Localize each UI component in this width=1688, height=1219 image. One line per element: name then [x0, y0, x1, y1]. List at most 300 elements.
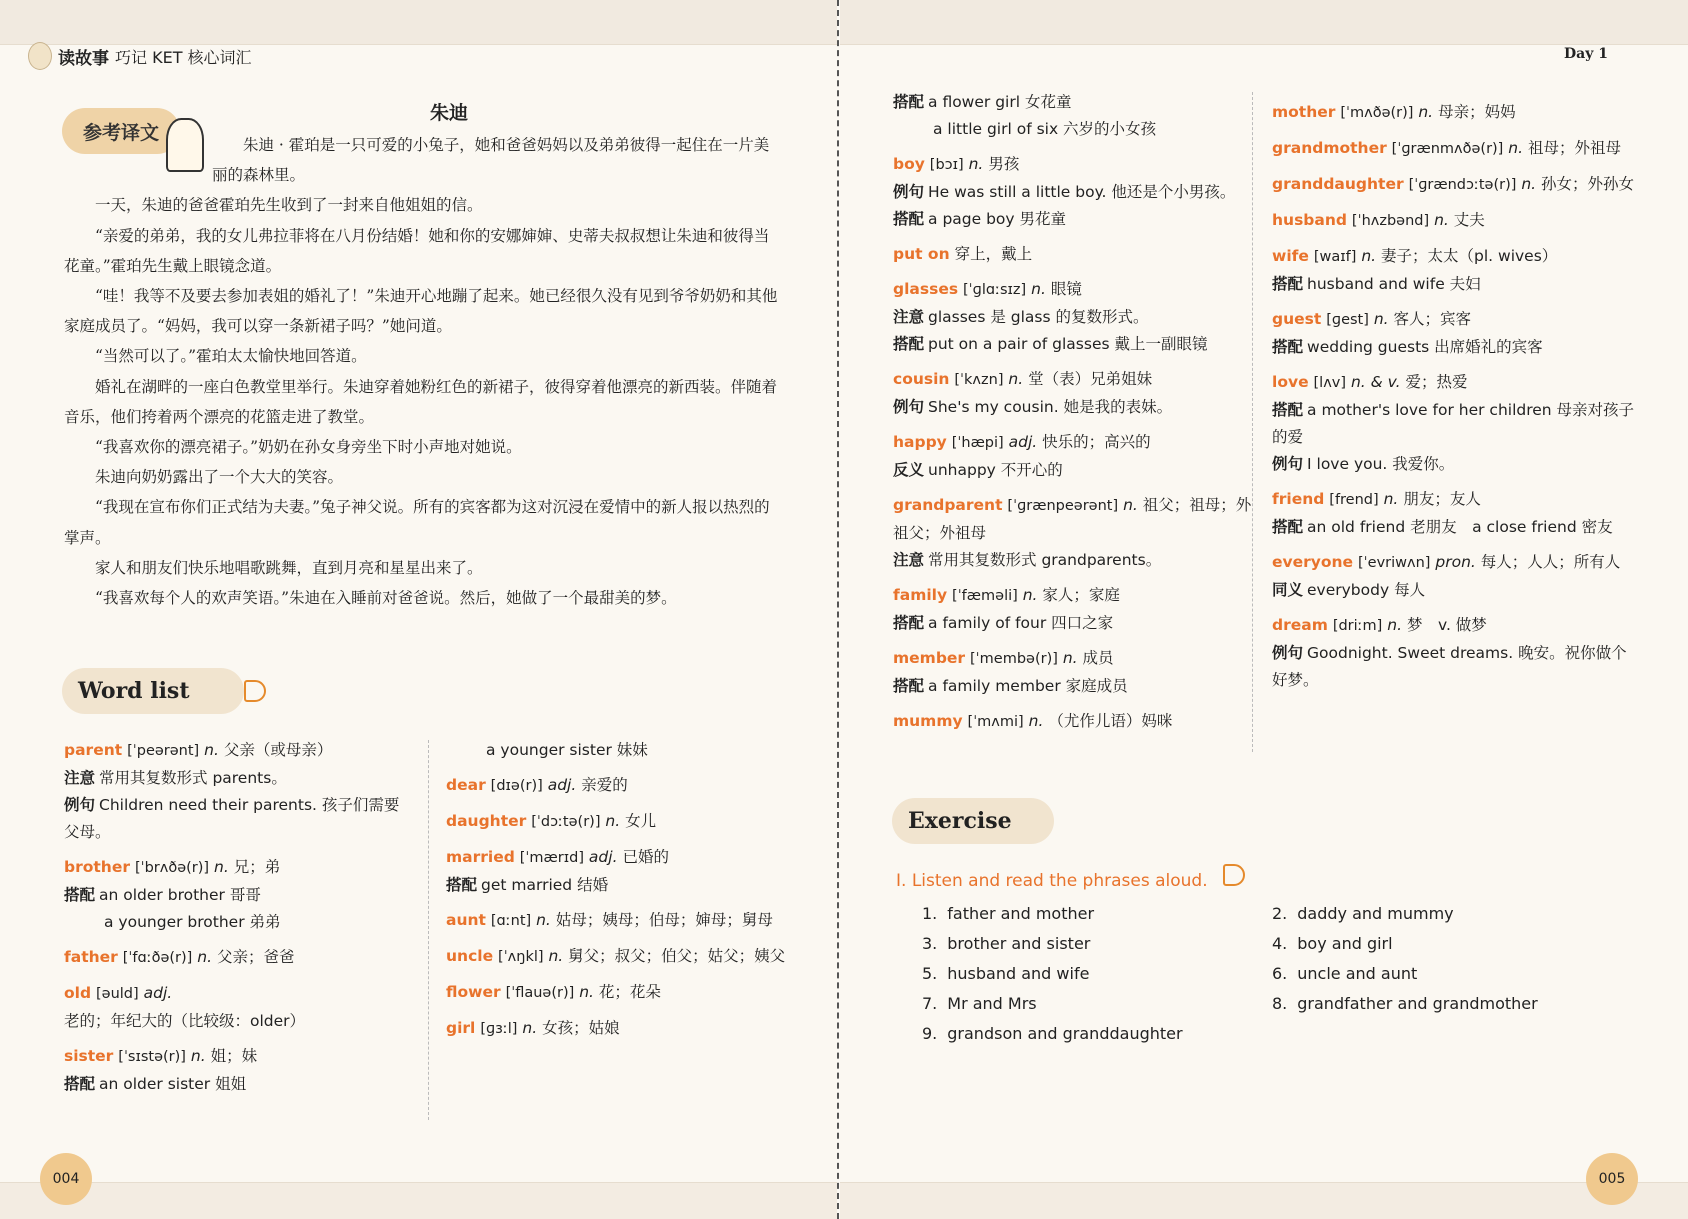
running-header [28, 42, 252, 70]
column-divider [428, 740, 429, 1120]
story-paragraph: 朱迪向奶奶露出了一个大大的笑容。 [95, 468, 344, 487]
word-headline [893, 429, 1253, 457]
exercise-phrase: uncle and aunt [1297, 964, 1418, 983]
headword: father [64, 948, 118, 966]
word-headline [1272, 207, 1642, 235]
note-tag: 例句 [893, 183, 925, 201]
part-of-speech: n. [1062, 649, 1078, 667]
story-paragraph: “当然可以了。”霍珀太太愉快地回答道。 [95, 347, 367, 366]
phonetic: [əuld] [96, 986, 139, 1002]
definition: 兄；弟 [233, 858, 281, 876]
page-number-right: 005 [1586, 1153, 1638, 1205]
note-text: glasses 是 glass 的复数形式。 [928, 308, 1149, 326]
word-headline [893, 645, 1253, 673]
phonetic: [ɡɜːl] [480, 1021, 518, 1037]
word-note [893, 304, 1253, 331]
word-entry [893, 582, 1253, 637]
word-note [446, 737, 796, 764]
definition: （尤作儿语）妈咪 [1048, 712, 1173, 730]
word-note [893, 331, 1253, 358]
word-headline [64, 980, 414, 1035]
note-text: I love you. 我爱你。 [1307, 455, 1455, 473]
audio-speaker-icon[interactable] [244, 680, 266, 702]
exercise-phrase: Mr and Mrs [947, 994, 1037, 1013]
part-of-speech: n. [968, 155, 984, 173]
definition: 女儿 [625, 812, 657, 830]
exercise-item [922, 899, 1183, 929]
note-text: a mother's love for her children 母亲对孩子的爱 [1272, 401, 1635, 446]
definition: 姑母；姨母；伯母；婶母；舅母 [555, 911, 773, 929]
definition: 祖母；外祖母 [1527, 139, 1621, 157]
part-of-speech: n. [1022, 586, 1038, 604]
part-of-speech: n. [197, 948, 213, 966]
definition: 眼镜 [1050, 280, 1082, 298]
word-column-1 [64, 737, 414, 1106]
part-of-speech: n. [536, 911, 551, 929]
exercise-instruction [896, 864, 1245, 891]
exercise-item [1272, 899, 1538, 929]
word-note [64, 792, 414, 846]
part-of-speech: n. [1387, 616, 1403, 634]
note-tag: 注意 [893, 308, 925, 326]
exercise-number: 7. [922, 994, 938, 1013]
note-text: a younger brother 弟弟 [104, 913, 281, 931]
exercise-phrase: father and mother [947, 904, 1095, 923]
word-note [1272, 640, 1642, 694]
note-text: She's my cousin. 她是我的表妹。 [928, 398, 1173, 416]
exercise-item [922, 989, 1183, 1019]
phonetic: [ˈflauə(r)] [505, 985, 575, 1001]
definition: 穿上，戴上 [954, 245, 1033, 263]
word-note [893, 610, 1253, 637]
exercise-phrase: grandson and granddaughter [947, 1024, 1183, 1043]
phonetic: [ˈbrʌðə(r)] [134, 860, 210, 876]
note-text: an older sister 姐姐 [99, 1075, 247, 1093]
headword: glasses [893, 280, 959, 298]
definition: 已婚的 [622, 848, 669, 866]
phonetic: [lʌv] [1313, 375, 1347, 391]
definition: 客人；宾客 [1393, 310, 1472, 328]
word-entry [1272, 243, 1642, 298]
definition: 花；花朵 [598, 983, 661, 1001]
word-note [64, 909, 414, 936]
word-note [893, 547, 1253, 574]
exercise-badge [892, 798, 1054, 844]
exercise-list-right [1272, 899, 1538, 1019]
word-entry [446, 907, 796, 935]
word-entry [446, 737, 796, 764]
story-paragraph: 一天，朱迪的爸爸霍珀先生收到了一封来自他姐姐的信。 [95, 196, 483, 215]
word-entry [1272, 369, 1642, 478]
word-note [64, 882, 414, 909]
note-tag: 反义 [893, 461, 925, 479]
word-headline [1272, 306, 1642, 334]
word-entry [1272, 549, 1642, 604]
word-note [1272, 577, 1642, 604]
note-tag: 搭配 [1272, 518, 1304, 536]
part-of-speech: adj. [1008, 433, 1038, 451]
word-headline [64, 944, 414, 972]
word-headline [64, 854, 414, 882]
word-entry [64, 1043, 414, 1098]
word-entry [893, 151, 1253, 233]
headword: husband [1272, 211, 1347, 229]
note-text: a younger sister 妹妹 [486, 741, 648, 759]
word-entry [1272, 99, 1642, 127]
headword: guest [1272, 310, 1322, 328]
note-text: get married 结婚 [481, 876, 609, 894]
story-paragraph: 婚礼在湖畔的一座白色教堂里举行。朱迪穿着她粉红色的新裙子，彼得穿着他漂亮的新西装。伴随着音乐，他们挎着两个漂亮的花篮走进了教堂。 [64, 377, 778, 426]
word-note [1272, 451, 1642, 478]
note-tag: 搭配 [446, 876, 478, 894]
word-headline [893, 241, 1253, 268]
part-of-speech: n. [579, 983, 594, 1001]
note-text: everybody 每人 [1307, 581, 1426, 599]
definition: 老的；年纪大的（比较级：older） [64, 1012, 306, 1030]
definition: 家人；家庭 [1042, 586, 1120, 604]
word-headline [446, 979, 796, 1007]
word-headline [446, 943, 796, 971]
story-paragraph: “我现在宣布你们正式结为夫妻。”兔子神父说。所有的宾客都为这对沉浸在爱情中的新人报以热烈的掌声。 [64, 498, 770, 547]
definition: 父亲；爸爸 [216, 948, 295, 966]
phonetic: [waɪf] [1313, 249, 1357, 265]
word-column-2 [446, 737, 796, 1051]
word-headline [1272, 243, 1642, 271]
phonetic: [ˈmembə(r)] [970, 651, 1058, 667]
headword: boy [893, 155, 925, 173]
word-headline [1272, 369, 1642, 397]
part-of-speech: n. [1373, 310, 1389, 328]
word-entry [893, 492, 1253, 574]
word-entry [446, 979, 796, 1007]
definition: 朋友；友人 [1403, 490, 1481, 508]
part-of-speech: n. [1383, 490, 1399, 508]
word-column-4 [1272, 99, 1642, 702]
column-divider-right [1252, 92, 1253, 752]
note-tag: 例句 [1272, 455, 1304, 473]
phonetic: [ˈdɔːtə(r)] [531, 814, 601, 830]
headword: love [1272, 373, 1309, 391]
exercise-number: 8. [1272, 994, 1288, 1013]
phonetic: [frend] [1329, 492, 1379, 508]
phonetic: [ˈmærɪd] [519, 850, 584, 866]
part-of-speech: n. [1434, 211, 1449, 229]
phonetic: [bɔɪ] [929, 157, 964, 173]
word-note [893, 179, 1253, 206]
part-of-speech: adj. [588, 848, 618, 866]
word-entry [1272, 486, 1642, 541]
top-decoration-right [840, 0, 1688, 45]
word-note [64, 765, 414, 792]
exercise-number: 2. [1272, 904, 1288, 923]
phonetic: [ˈhʌzbənd] [1351, 213, 1430, 229]
word-entry [64, 980, 414, 1035]
definition: 快乐的；高兴的 [1042, 433, 1151, 451]
exercise-item [1272, 929, 1538, 959]
exercise-item [922, 929, 1183, 959]
note-text: 常用其复数形式 parents。 [99, 769, 287, 787]
story-paragraph: “亲爱的弟弟，我的女儿弗拉菲将在八月份结婚！她和你的安娜婶婶、史蒂夫叔叔想让朱迪和彼得当花童。”霍珀先生戴上眼镜念道。 [64, 226, 770, 275]
headword: mother [1272, 103, 1336, 121]
note-text: an old friend 老朋友 a close friend 密友 [1307, 518, 1613, 536]
note-tag: 搭配 [893, 210, 925, 228]
word-entry [446, 844, 796, 899]
headword: dream [1272, 616, 1328, 634]
exercise-audio-icon[interactable] [1223, 864, 1245, 886]
word-headline [64, 737, 414, 765]
exercise-instruction-text: Ⅰ. Listen and read the phrases aloud. [896, 871, 1208, 891]
note-tag: 搭配 [64, 1075, 96, 1093]
part-of-speech: n. [1418, 103, 1434, 121]
word-headline [1272, 171, 1642, 199]
book-spine [837, 0, 839, 1219]
story-title: 朱迪 [430, 102, 469, 124]
part-of-speech: n. [204, 741, 219, 759]
word-entry [1272, 171, 1642, 199]
note-text: He was still a little boy. 他还是个小男孩。 [928, 183, 1236, 201]
part-of-speech: n. [548, 947, 564, 965]
word-entry [1272, 306, 1642, 361]
phonetic: [ˈʌŋkl] [498, 949, 544, 965]
headword: cousin [893, 370, 950, 388]
phonetic: [ˈmʌmi] [967, 714, 1024, 730]
exercise-number: 6. [1272, 964, 1288, 983]
headword: family [893, 586, 948, 604]
word-entry [893, 708, 1253, 736]
definition: 梦 v. 做梦 [1406, 616, 1487, 634]
note-tag: 例句 [893, 398, 925, 416]
word-entry [64, 737, 414, 846]
balloon-icon [28, 42, 52, 70]
story-paragraph: 朱迪 · 霍珀是一只可爱的小兔子，她和爸爸妈妈以及弟弟彼得一起住在一片美丽的森林里。 [212, 136, 770, 185]
headword: girl [446, 1019, 476, 1037]
word-note [893, 394, 1253, 421]
phonetic: [ˈsɪstə(r)] [118, 1049, 186, 1065]
word-note [893, 206, 1253, 233]
note-text: a family of four 四口之家 [928, 614, 1114, 632]
word-headline [446, 772, 796, 800]
phonetic: [ˈɡrænpeərənt] [1007, 498, 1119, 514]
headword: daughter [446, 812, 527, 830]
definition: 母亲；妈妈 [1438, 103, 1516, 121]
word-note [1272, 397, 1642, 451]
headword: sister [64, 1047, 114, 1065]
definition: 姐；妹 [210, 1047, 258, 1065]
word-entry [446, 1015, 796, 1043]
word-list-title: Word list [78, 678, 190, 704]
phonetic: [ˈɡlɑːsɪz] [963, 282, 1027, 298]
word-headline [893, 492, 1253, 547]
note-tag: 注意 [893, 551, 925, 569]
story-paragraph: “我喜欢你的漂亮裙子。”奶奶在孙女身旁坐下时小声地对她说。 [95, 438, 522, 457]
word-entry [893, 645, 1253, 700]
exercise-item [922, 1019, 1183, 1049]
definition: 每人；人人；所有人 [1480, 553, 1621, 571]
part-of-speech: n. [1031, 280, 1046, 298]
word-headline [1272, 612, 1642, 640]
exercise-phrase: boy and girl [1297, 934, 1393, 953]
note-text: 常用其复数形式 grandparents。 [928, 551, 1162, 569]
note-text: a family member 家庭成员 [928, 677, 1128, 695]
word-entry [893, 241, 1253, 268]
definition: 舅父；叔父；伯父；姑父；姨父 [568, 947, 786, 965]
note-tag: 搭配 [893, 335, 925, 353]
phonetic: [ˈkʌzn] [954, 372, 1004, 388]
part-of-speech: adj. [547, 776, 577, 794]
note-text: put on a pair of glasses 戴上一副眼镜 [928, 335, 1208, 353]
definition: 祖父；祖母；外祖父；外祖母 [893, 496, 1252, 542]
exercise-phrase: husband and wife [947, 964, 1090, 983]
headword: happy [893, 433, 947, 451]
word-headline [446, 907, 796, 935]
note-tag: 同义 [1272, 581, 1304, 599]
book-subtitle: 巧记 KET 核心词汇 [115, 47, 252, 67]
note-text: a page boy 男花童 [928, 210, 1067, 228]
phonetic: [ɑːnt] [490, 913, 532, 929]
definition: 妻子；太太（pl. wives） [1381, 247, 1558, 265]
part-of-speech: pron. [1435, 553, 1476, 571]
word-headline [893, 276, 1253, 304]
note-tag: 搭配 [893, 614, 925, 632]
definition: 堂（表）兄弟姐妹 [1028, 370, 1153, 388]
exercise-number: 3. [922, 934, 938, 953]
headword: mummy [893, 712, 963, 730]
note-text: a flower girl 女花童 [928, 93, 1072, 111]
part-of-speech: n. [522, 1019, 538, 1037]
part-of-speech: adj. [143, 984, 173, 1002]
word-entry [893, 429, 1253, 484]
word-note [1272, 514, 1642, 541]
phonetic: [ˈɡrænmʌðə(r)] [1391, 141, 1504, 157]
note-text: wedding guests 出席婚礼的宾客 [1307, 338, 1543, 356]
word-headline [1272, 486, 1642, 514]
word-list-badge [62, 668, 244, 714]
page-number-left: 004 [40, 1153, 92, 1205]
headword: grandparent [893, 496, 1003, 514]
word-headline [893, 582, 1253, 610]
definition: 女孩；姑娘 [542, 1019, 620, 1037]
headword: friend [1272, 490, 1325, 508]
phonetic: [ˈfæməli] [952, 588, 1018, 604]
note-tag: 搭配 [893, 93, 925, 111]
note-tag: 搭配 [1272, 401, 1304, 419]
exercise-number: 9. [922, 1024, 938, 1043]
phonetic: [ˈpeərənt] [127, 743, 200, 759]
note-text: Goodnight. Sweet dreams. 晚安。祝你做个好梦。 [1272, 644, 1627, 689]
definition: 丈夫 [1453, 211, 1485, 229]
word-entry [1272, 135, 1642, 163]
exercise-number: 4. [1272, 934, 1288, 953]
word-headline [446, 1015, 796, 1043]
exercise-title: Exercise [908, 808, 1012, 834]
word-entry [893, 89, 1253, 143]
note-text: an older brother 哥哥 [99, 886, 261, 904]
headword: married [446, 848, 515, 866]
word-headline [893, 151, 1253, 179]
word-column-3 [893, 89, 1253, 744]
headword: dear [446, 776, 486, 794]
part-of-speech: n. [1008, 370, 1024, 388]
phonetic: [ˈɡrændɔːtə(r)] [1408, 177, 1517, 193]
part-of-speech: n. & v. [1350, 373, 1401, 391]
word-headline [64, 1043, 414, 1071]
part-of-speech: n. [1028, 712, 1044, 730]
headword: member [893, 649, 966, 667]
word-entry [893, 366, 1253, 421]
part-of-speech: n. [1361, 247, 1377, 265]
word-entry [446, 772, 796, 800]
definition: 孙女；外孙女 [1541, 175, 1635, 193]
phonetic: [dɪə(r)] [490, 778, 543, 794]
top-decoration-left [0, 0, 837, 45]
part-of-speech: n. [1123, 496, 1138, 514]
phonetic: [ˈmʌðə(r)] [1340, 105, 1414, 121]
part-of-speech: n. [1508, 139, 1524, 157]
note-text: husband and wife 夫妇 [1307, 275, 1481, 293]
note-text: Children need their parents. 孩子们需要父母。 [64, 796, 400, 841]
word-note [893, 457, 1253, 484]
story-text [64, 130, 784, 613]
headword: parent [64, 741, 123, 759]
headword: everyone [1272, 553, 1354, 571]
word-headline [893, 366, 1253, 394]
word-note [1272, 271, 1642, 298]
note-tag: 例句 [64, 796, 96, 814]
headword: old [64, 984, 92, 1002]
note-tag: 搭配 [1272, 275, 1304, 293]
phonetic: [ˈhæpi] [951, 435, 1004, 451]
story-paragraph: “哇！我等不及要去参加表姐的婚礼了！”朱迪开心地蹦了起来。她已经很久没有见到爷爷奶奶和其他家庭成员了。“妈妈，我可以穿一条新裙子吗？”她问道。 [64, 287, 778, 336]
definition: 爱；热爱 [1405, 373, 1468, 391]
phonetic: [ˈevriwʌn] [1358, 555, 1431, 571]
exercise-phrase: grandfather and grandmother [1297, 994, 1538, 1013]
note-tag: 搭配 [893, 677, 925, 695]
headword: brother [64, 858, 130, 876]
word-headline [1272, 99, 1642, 127]
phonetic: [driːm] [1332, 618, 1383, 634]
part-of-speech: n. [605, 812, 621, 830]
word-entry [64, 854, 414, 936]
word-entry [64, 944, 414, 972]
note-text: a little girl of six 六岁的小女孩 [933, 120, 1157, 138]
word-note [64, 1071, 414, 1098]
word-note [893, 116, 1253, 143]
exercise-list-left [922, 899, 1183, 1049]
definition: 亲爱的 [581, 776, 628, 794]
exercise-item [1272, 959, 1538, 989]
word-headline [893, 708, 1253, 736]
word-entry [446, 808, 796, 836]
story-paragraph: “我喜欢每个人的欢声笑语。”朱迪在入睡前对爸爸说。然后，她做了一个最甜美的梦。 [95, 589, 677, 608]
definition: 男孩 [988, 155, 1020, 173]
reference-translation-badge: 参考译文 [62, 108, 180, 154]
headword: grandmother [1272, 139, 1387, 157]
headword: uncle [446, 947, 494, 965]
day-label: Day 1 [1564, 46, 1608, 62]
note-tag: 搭配 [1272, 338, 1304, 356]
phonetic: [ɡest] [1326, 312, 1369, 328]
word-entry [446, 943, 796, 971]
word-entry [1272, 207, 1642, 235]
headword: wife [1272, 247, 1309, 265]
phonetic: [ˈfɑːðə(r)] [122, 950, 193, 966]
exercise-phrase: daddy and mummy [1297, 904, 1454, 923]
word-headline [1272, 135, 1642, 163]
word-note [446, 872, 796, 899]
word-headline [1272, 549, 1642, 577]
exercise-number: 5. [922, 964, 938, 983]
exercise-phrase: brother and sister [947, 934, 1091, 953]
